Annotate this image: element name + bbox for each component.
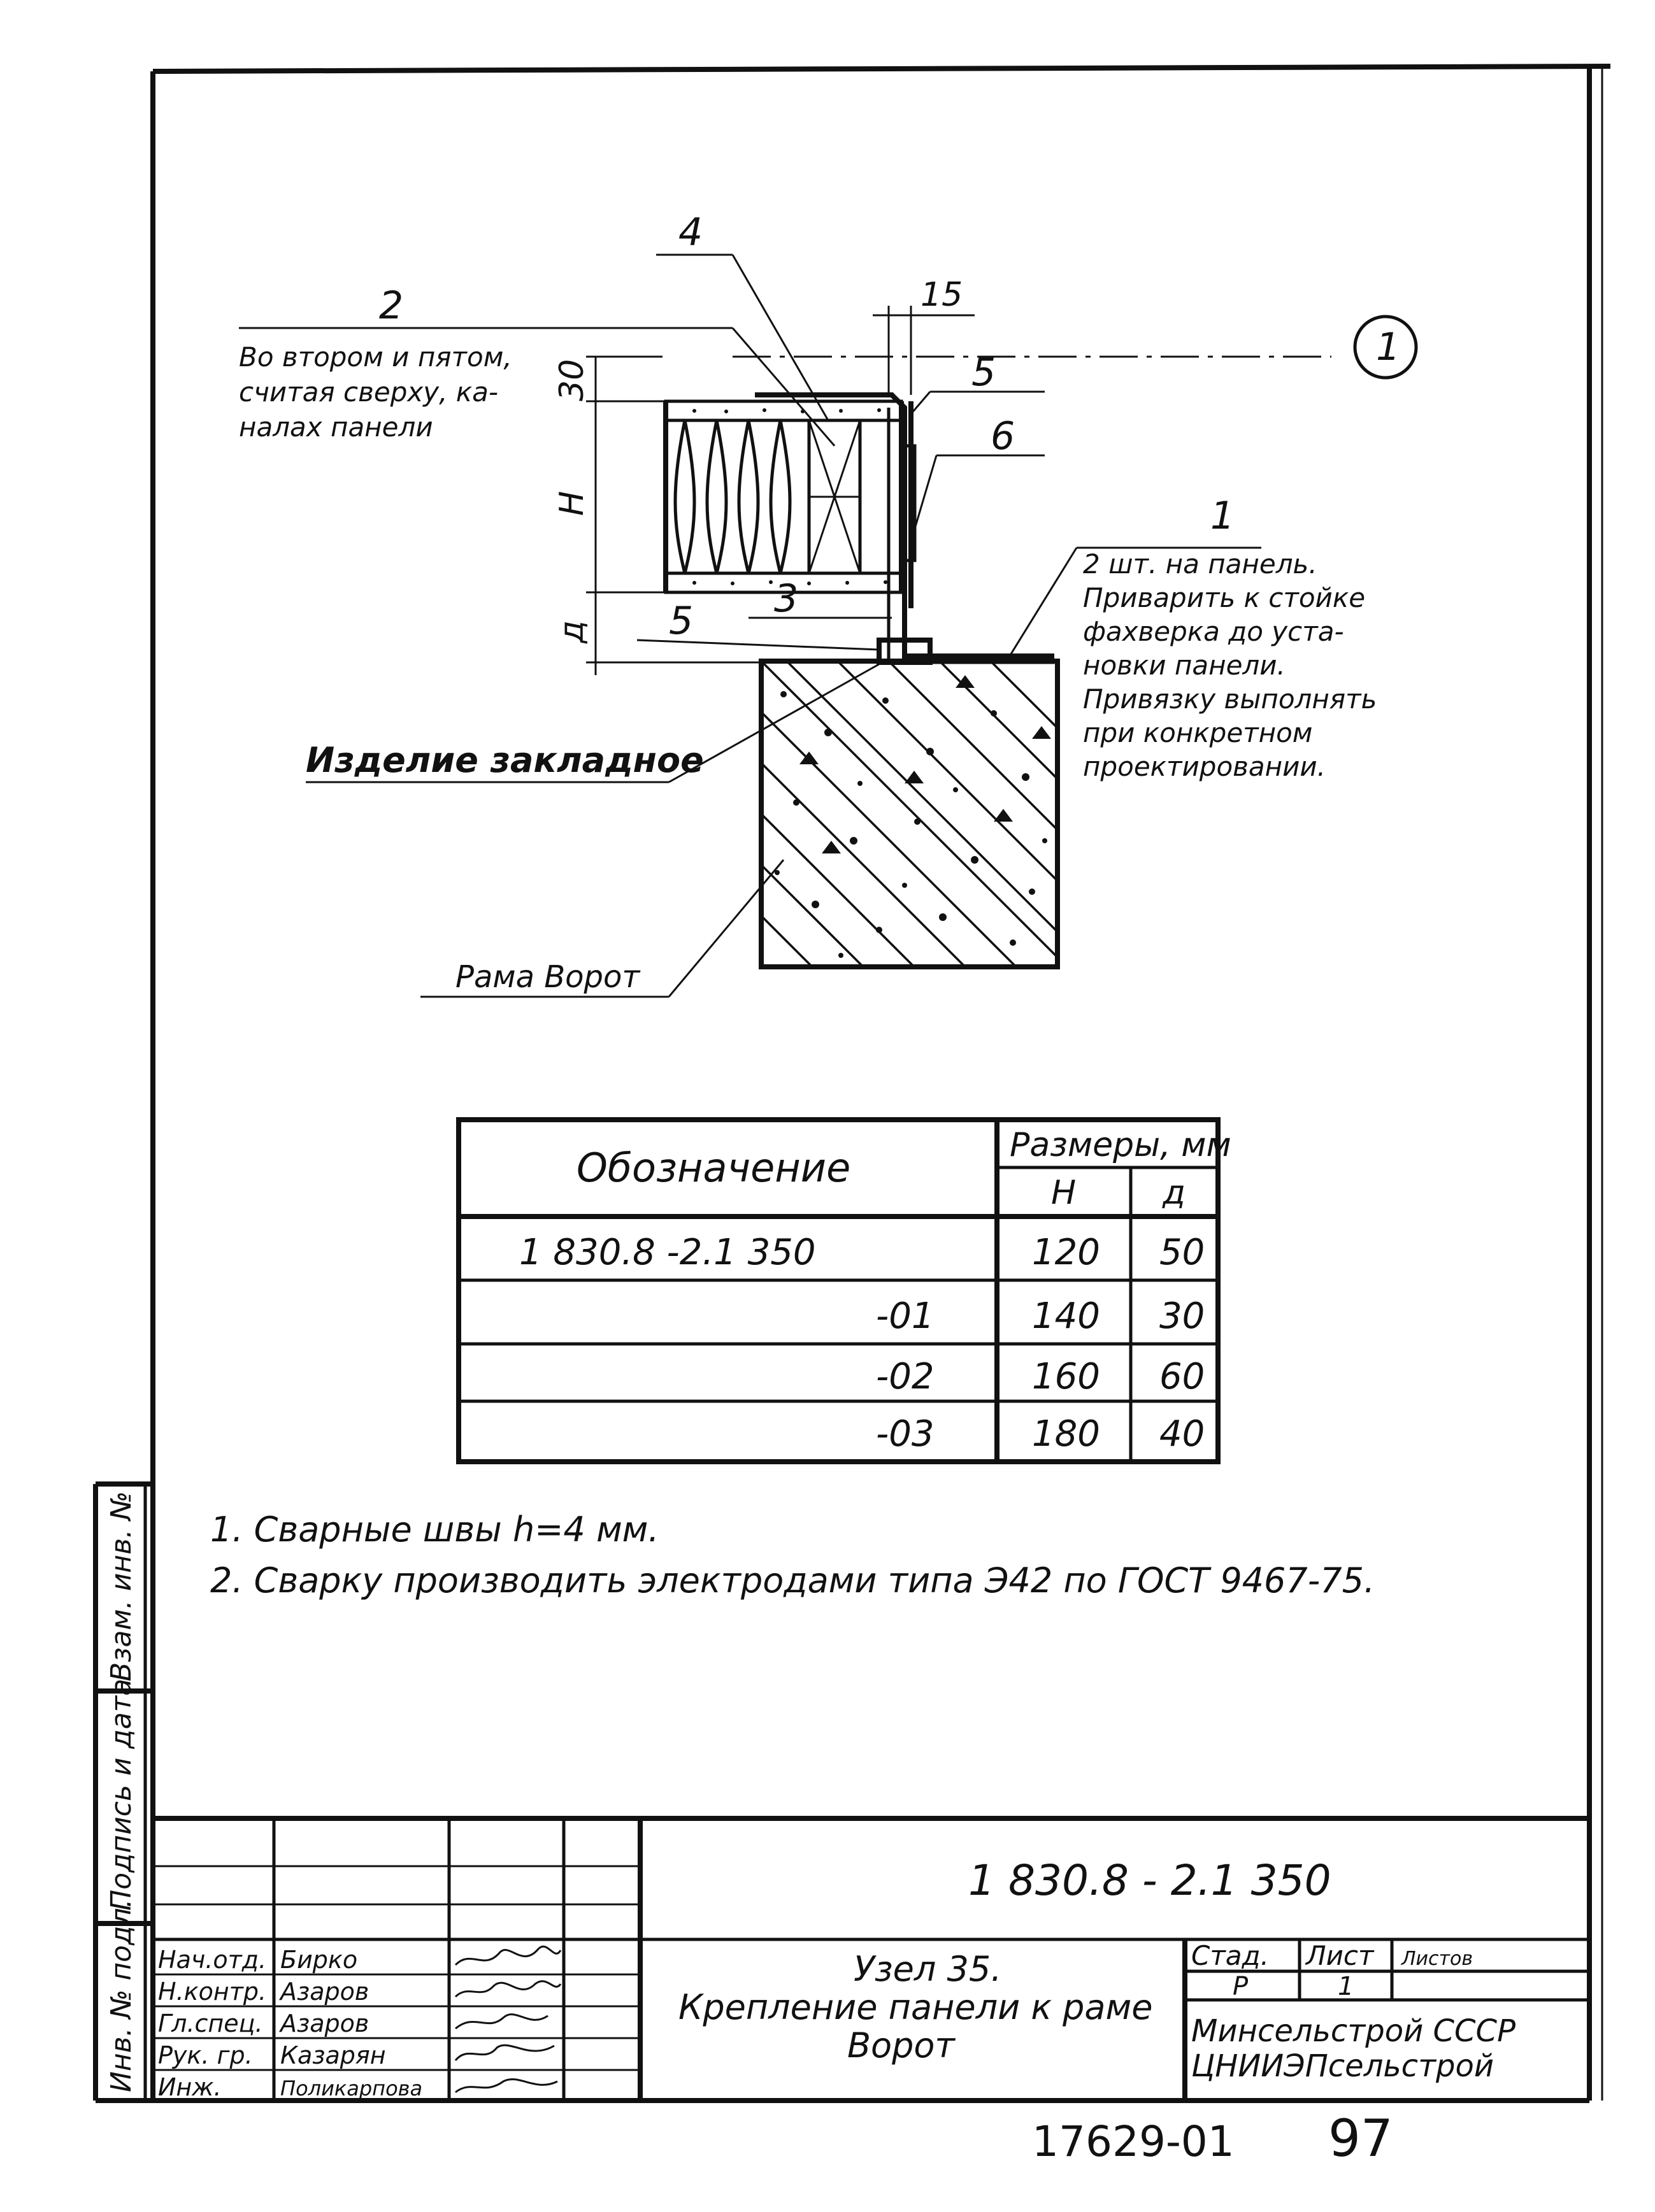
staff-role: Н.контр. bbox=[158, 1978, 267, 2006]
table-head-h: H bbox=[1051, 1174, 1077, 1212]
table-row-d: 30 bbox=[1159, 1295, 1205, 1337]
doc-code: 1 830.8 - 2.1 350 bbox=[968, 1856, 1331, 1905]
callout-1: 1 bbox=[1210, 494, 1235, 538]
sizes-table bbox=[459, 1120, 1231, 1462]
note-right-line: проектировании. bbox=[1083, 751, 1326, 782]
drawing-title-line: Ворот bbox=[847, 2025, 955, 2066]
note-right-line: фахверка до уста- bbox=[1083, 616, 1344, 647]
table-head-designation: Обозначение bbox=[577, 1145, 851, 1191]
view-axis bbox=[733, 317, 1416, 378]
staff-role: Нач.отд. bbox=[158, 1946, 267, 1974]
dim-h: H bbox=[553, 490, 591, 516]
note-welds: 1. Сварные швы h=4 мм. bbox=[210, 1509, 659, 1550]
note-left-line: считая сверху, ка- bbox=[239, 376, 499, 408]
stamp-replace-label: Взам. инв. № bbox=[105, 1491, 138, 1681]
table-row-h: 180 bbox=[1032, 1413, 1100, 1455]
note-right-line: Приварить к стойке bbox=[1083, 582, 1366, 613]
staff-name: Бирко bbox=[280, 1946, 358, 1974]
general-notes bbox=[210, 1509, 1375, 1601]
callout-5-bottom: 5 bbox=[669, 599, 694, 643]
sheet-label: Лист bbox=[1306, 1940, 1374, 1971]
note-right-line: Привязку выполнять bbox=[1083, 683, 1377, 715]
stamp-inv-label: Инв. № подл. bbox=[105, 1899, 138, 2092]
table-row-d: 40 bbox=[1159, 1413, 1205, 1455]
table-row-designation: -02 bbox=[876, 1356, 935, 1397]
org-name-line: ЦНИИЭПсельстрой bbox=[1191, 2048, 1494, 2084]
drawing-title-line: Узел 35. bbox=[854, 1949, 1002, 1989]
dim-15: 15 bbox=[921, 276, 963, 314]
note-left-line: Во втором и пятом, bbox=[239, 341, 512, 373]
staff-role: Рук. гр. bbox=[158, 2041, 253, 2069]
table-row-designation: 1 830.8 -2.1 350 bbox=[519, 1232, 816, 1273]
sheets-label: Листов bbox=[1401, 1948, 1473, 1970]
note-electrodes: 2. Сварку производить электродами типа Э42 по ГОСТ 9467-75. bbox=[210, 1560, 1375, 1601]
note-left bbox=[239, 341, 512, 443]
drawing-title-line: Крепление панели к раме bbox=[678, 1987, 1153, 2027]
stamp-sign-label: Подпись и дата bbox=[105, 1678, 138, 1911]
note-right-line: 2 шт. на панель. bbox=[1083, 548, 1317, 580]
callout-2: 2 bbox=[379, 283, 404, 328]
staff-name: Поликарпова bbox=[280, 2076, 423, 2101]
staff-role: Гл.спец. bbox=[158, 2009, 263, 2037]
table-row-d: 60 bbox=[1159, 1356, 1205, 1397]
concrete-frame-block bbox=[761, 661, 1067, 967]
label-gate-frame: Рама Ворот bbox=[455, 959, 640, 995]
side-stamp bbox=[96, 1484, 153, 2101]
callout-5-top: 5 bbox=[971, 350, 996, 395]
table-head-d: д bbox=[1163, 1174, 1186, 1212]
table-head-sizes: Размеры, мм bbox=[1010, 1126, 1231, 1164]
note-right bbox=[1083, 548, 1377, 782]
staff-name: Казарян bbox=[280, 2041, 386, 2069]
label-embedded-part: Изделие закладное bbox=[306, 740, 704, 780]
page-number: 97 bbox=[1328, 2109, 1393, 2168]
callout-4: 4 bbox=[678, 210, 703, 255]
callout-3: 3 bbox=[774, 576, 799, 621]
table-row-h: 140 bbox=[1032, 1295, 1100, 1337]
table-row-designation: -03 bbox=[876, 1413, 935, 1455]
archive-number: 17629-01 bbox=[1032, 2117, 1235, 2166]
stage-label: Стад. bbox=[1191, 1940, 1269, 1971]
staff-name: Азаров bbox=[280, 1978, 369, 2006]
note-right-line: при конкретном bbox=[1083, 717, 1313, 748]
table-row-designation: -01 bbox=[876, 1295, 935, 1337]
staff-role: Инж. bbox=[158, 2073, 222, 2101]
dim-30: 30 bbox=[553, 359, 591, 401]
table-row-d: 50 bbox=[1159, 1232, 1205, 1273]
view-marker-1: 1 bbox=[1376, 325, 1401, 369]
callout-6: 6 bbox=[991, 414, 1015, 459]
org-name-line: Минсельстрой СССР bbox=[1191, 2013, 1516, 2049]
sheet-value: 1 bbox=[1338, 1972, 1354, 2001]
staff-name: Азаров bbox=[280, 2009, 369, 2037]
table-row-h: 120 bbox=[1032, 1232, 1100, 1273]
title-block bbox=[153, 1818, 1589, 2101]
note-right-line: новки панели. bbox=[1083, 650, 1286, 681]
stage-value: Р bbox=[1233, 1972, 1249, 2001]
footer bbox=[1032, 2109, 1393, 2168]
note-left-line: налах панели bbox=[239, 411, 433, 443]
dim-d: д bbox=[553, 620, 591, 643]
table-row-h: 160 bbox=[1032, 1356, 1100, 1397]
node-drawing bbox=[239, 210, 1416, 997]
